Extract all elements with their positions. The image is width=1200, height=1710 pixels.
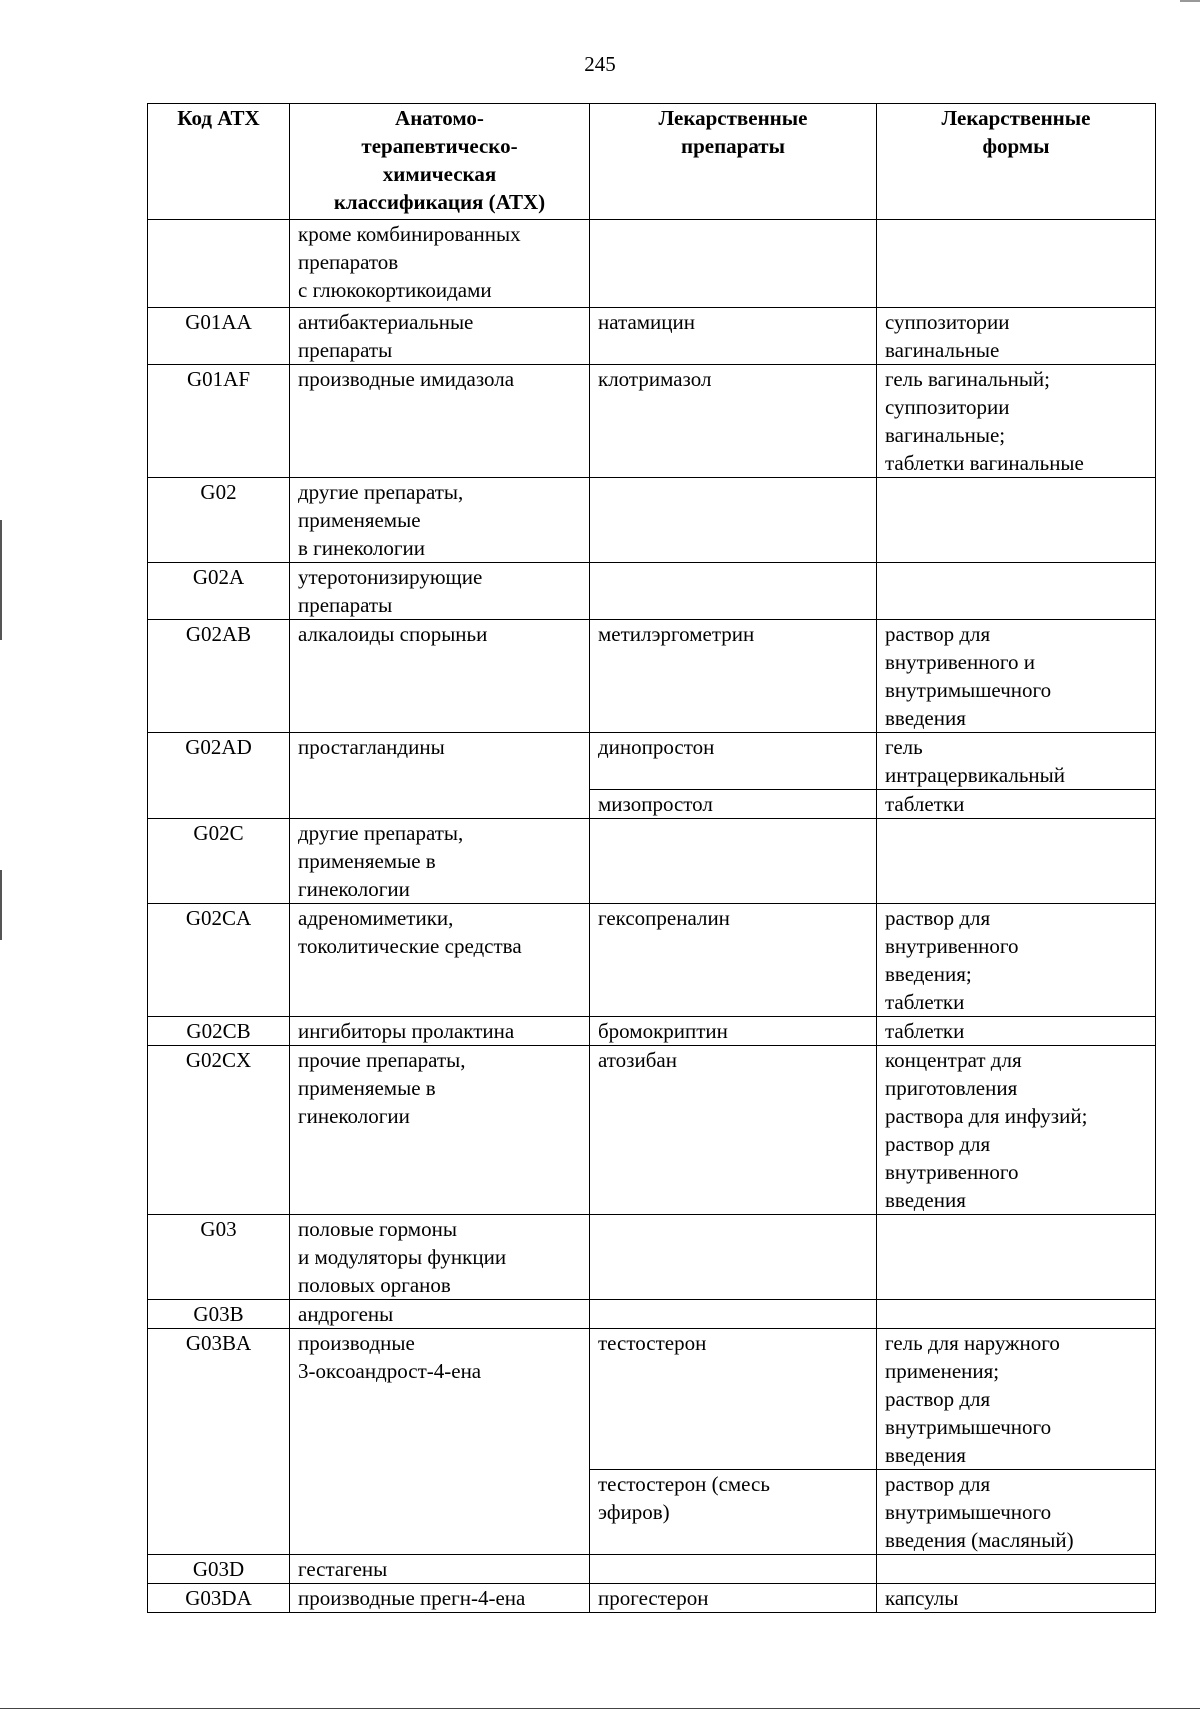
row-drug [590,563,877,620]
table-header [148,104,1156,220]
row-code: G02 [148,478,290,563]
table-row [148,478,1156,563]
table-row [148,563,1156,620]
row-code: G02AB [148,620,290,733]
row-code: G02A [148,563,290,620]
row-drug: мизопростол [590,790,877,819]
table-row [148,733,1156,790]
row-classification: другие препараты, применяемые в гинекологии [290,819,590,904]
row-drug: динопростон [590,733,877,790]
row-classification: производные имидазола [290,365,590,478]
row-code: G01AA [148,308,290,365]
row-classification: утеротонизирующие препараты [290,563,590,620]
row-form [877,1215,1156,1300]
table-row [148,1329,1156,1470]
row-form [877,819,1156,904]
row-drug [590,1300,877,1329]
header-classification: Анатомо- терапевтическо- химическая классификация (АТХ) [290,104,590,220]
row-drug [590,478,877,563]
row-drug: натамицин [590,308,877,365]
row-code: G03 [148,1215,290,1300]
row-form: гель для наружного применения; раствор для внутримышечного введения [877,1329,1156,1470]
row-classification: адреномиметики, токолитические средства [290,904,590,1017]
row-code: G02CX [148,1046,290,1215]
row-drug [590,220,877,308]
table-row [148,308,1156,365]
header-code: Код АТХ [148,104,290,220]
table-row [148,1555,1156,1584]
table-row [148,1300,1156,1329]
table-row [148,1584,1156,1613]
row-code: G02C [148,819,290,904]
row-form: таблетки [877,790,1156,819]
row-drug: бромокриптин [590,1017,877,1046]
header-drugs: Лекарственные препараты [590,104,877,220]
row-form: раствор для внутримышечного введения (масляный) [877,1470,1156,1555]
scan-artifact-top [1180,0,1200,12]
row-drug: атозибан [590,1046,877,1215]
row-code [148,220,290,308]
row-form [877,1555,1156,1584]
header-forms: Лекарственные формы [877,104,1156,220]
page-number: 245 [584,52,616,76]
row-classification: кроме комбинированных препаратов с глюкокортикоидами [290,220,590,308]
row-classification: гестагены [290,1555,590,1584]
row-classification: производные 3-оксоандрост-4-ена [290,1329,590,1555]
row-drug [590,1555,877,1584]
table-row [148,819,1156,904]
row-form: гель интрацервикальный [877,733,1156,790]
row-drug [590,819,877,904]
row-code: G02AD [148,733,290,819]
row-form: концентрат для приготовления раствора для инфузий; раствор для внутривенного введения [877,1046,1156,1215]
header-row [148,104,1156,220]
row-classification: ингибиторы пролактина [290,1017,590,1046]
row-classification: другие препараты, применяемые в гинекологии [290,478,590,563]
table-row [148,1017,1156,1046]
row-classification: прочие препараты, применяемые в гинекологии [290,1046,590,1215]
row-drug: прогестерон [590,1584,877,1613]
row-code: G03BA [148,1329,290,1555]
row-form: гель вагинальный; суппозитории вагинальные; таблетки вагинальные [877,365,1156,478]
row-form [877,563,1156,620]
table-row [148,1046,1156,1215]
table-row [148,620,1156,733]
table-row [148,904,1156,1017]
row-code: G01AF [148,365,290,478]
table-row [148,220,1156,308]
row-code: G03D [148,1555,290,1584]
row-code: G02CB [148,1017,290,1046]
row-drug: метилэргометрин [590,620,877,733]
row-form: раствор для внутривенного введения; таблетки [877,904,1156,1017]
table-row [148,1215,1156,1300]
row-code: G03B [148,1300,290,1329]
row-drug [590,1215,877,1300]
row-classification: простагландины [290,733,590,819]
row-form [877,478,1156,563]
row-form: таблетки [877,1017,1156,1046]
row-classification: половые гормоны и модуляторы функции половых органов [290,1215,590,1300]
row-classification: алкалоиды спорыньи [290,620,590,733]
row-form: капсулы [877,1584,1156,1613]
row-code: G03DA [148,1584,290,1613]
table-row [148,365,1156,478]
row-classification: андрогены [290,1300,590,1329]
row-form [877,220,1156,308]
row-form [877,1300,1156,1329]
row-code: G02CA [148,904,290,1017]
row-form: суппозитории вагинальные [877,308,1156,365]
row-drug: гексопреналин [590,904,877,1017]
row-drug: клотримазол [590,365,877,478]
row-drug: тестостерон [590,1329,877,1470]
row-classification: антибактериальные препараты [290,308,590,365]
row-form: раствор для внутривенного и внутримышечного введения [877,620,1156,733]
scan-artifact-left [0,870,2,940]
row-drug: тестостерон (смесь эфиров) [590,1470,877,1555]
scan-artifact-left [0,520,2,640]
atx-table [147,103,1156,1613]
row-classification: производные прегн-4-ена [290,1584,590,1613]
scan-artifact-bottom [0,1708,1200,1709]
table-body [148,220,1156,1613]
